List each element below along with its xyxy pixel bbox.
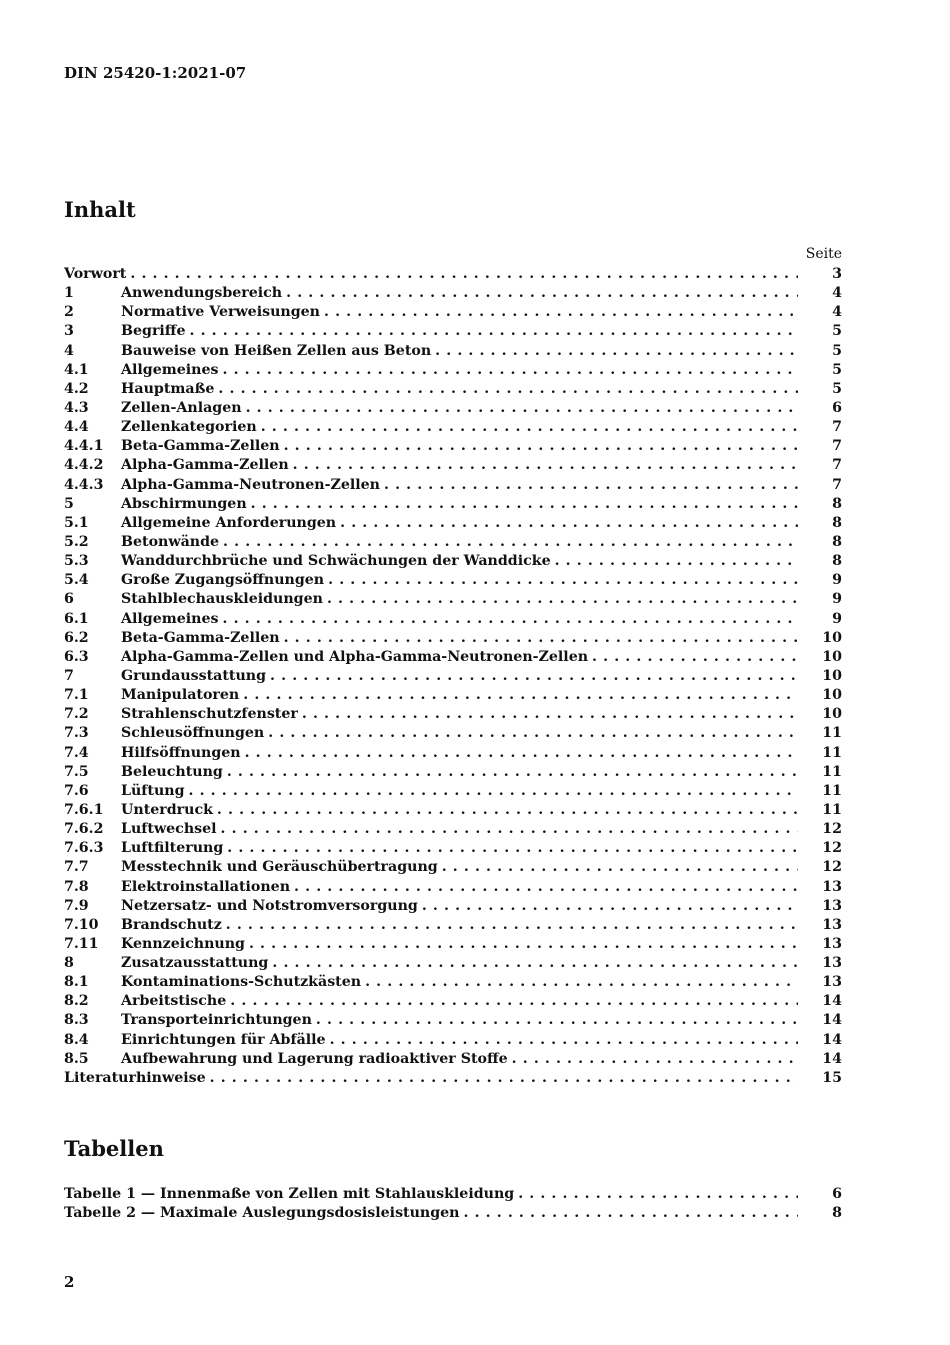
dot-leader xyxy=(328,571,798,590)
toc-entry-title: Zellenkategorien xyxy=(121,419,257,436)
toc-entry[interactable] xyxy=(64,801,842,820)
toc-entry-title: Alpha-Gamma-Zellen und Alpha-Gamma-Neutronen-Zellen xyxy=(121,648,589,665)
toc-entry[interactable] xyxy=(64,1031,842,1050)
toc-entry-number: 8.4 xyxy=(64,1031,89,1048)
toc-entry[interactable] xyxy=(64,399,842,418)
toc-entry-title: Stahlblechauskleidungen xyxy=(121,591,323,608)
toc-entry-page: 5 xyxy=(832,323,842,340)
toc-entry-title: Allgemeine Anforderungen xyxy=(121,514,337,531)
toc-entry-page: 13 xyxy=(822,955,842,972)
dot-leader xyxy=(268,724,798,743)
toc-entry-title: Strahlenschutzfenster xyxy=(121,706,298,723)
dot-leader xyxy=(227,839,798,858)
toc-entry-page: 11 xyxy=(822,782,842,799)
toc-entry-title: Unterdruck xyxy=(121,801,213,818)
dot-leader xyxy=(294,878,798,897)
toc-entry[interactable] xyxy=(64,552,842,571)
toc-entry-number: 5.3 xyxy=(64,553,89,570)
dot-leader xyxy=(226,916,798,935)
dot-leader xyxy=(210,1069,798,1088)
toc-entry-number: 6.3 xyxy=(64,648,89,665)
dot-leader xyxy=(223,361,799,380)
toc-entry[interactable] xyxy=(64,476,842,495)
toc-entry[interactable] xyxy=(64,954,842,973)
toc-entry-page: 10 xyxy=(822,706,842,723)
toc-entry-title: Normative Verweisungen xyxy=(121,304,320,321)
toc-entry-page: 10 xyxy=(822,648,842,665)
toc-entry-title: Begriffe xyxy=(121,323,186,340)
dot-leader xyxy=(435,342,798,361)
toc-entry-title: Zellen-Anlagen xyxy=(121,399,242,416)
toc-entry-page: 4 xyxy=(832,304,842,321)
toc-entry-page: 5 xyxy=(832,342,842,359)
toc-entry[interactable] xyxy=(64,1069,842,1088)
toc-entry-number: 7.3 xyxy=(64,725,89,742)
toc-entry[interactable] xyxy=(64,935,842,954)
toc-entry[interactable] xyxy=(64,342,842,361)
toc-entry-title: Luftfilterung xyxy=(121,840,224,857)
toc-entry-page: 14 xyxy=(822,1031,842,1048)
tables-heading: Tabellen xyxy=(64,1136,164,1161)
dot-leader xyxy=(330,1031,798,1050)
dot-leader xyxy=(189,782,799,801)
toc-entry-title: Literaturhinweise xyxy=(64,1069,206,1086)
toc-entry-title: Arbeitstische xyxy=(121,993,227,1010)
toc-entry[interactable] xyxy=(64,878,842,897)
toc-entry[interactable] xyxy=(64,1185,842,1204)
dot-leader xyxy=(246,399,798,418)
toc-entry-title: Betonwände xyxy=(121,533,220,550)
toc-entry[interactable] xyxy=(64,629,842,648)
toc-entry-page: 8 xyxy=(832,1205,842,1222)
toc-entry-number: 8 xyxy=(64,955,74,972)
dot-leader xyxy=(518,1185,798,1204)
toc-entry-page: 14 xyxy=(822,993,842,1010)
toc-entry-number: 7.6.1 xyxy=(64,801,104,818)
toc-entry-title: Lüftung xyxy=(121,782,185,799)
toc-entry-page: 15 xyxy=(822,1069,842,1086)
dot-leader xyxy=(223,610,799,629)
tables-list xyxy=(64,1185,842,1223)
toc-entry-page: 7 xyxy=(832,476,842,493)
toc-entry[interactable] xyxy=(64,916,842,935)
page-number: 2 xyxy=(64,1273,75,1291)
toc-entry-page: 7 xyxy=(832,457,842,474)
toc-entry[interactable] xyxy=(64,495,842,514)
toc-entry-title: Kennzeichnung xyxy=(121,935,245,952)
toc-entry-page: 8 xyxy=(832,495,842,512)
dot-leader xyxy=(293,456,798,475)
toc-entry-number: 8.3 xyxy=(64,1012,89,1029)
toc-entry-number: 7 xyxy=(64,667,74,684)
toc-entry-number: 7.6.2 xyxy=(64,821,104,838)
toc-entry-page: 10 xyxy=(822,687,842,704)
toc-entry-page: 3 xyxy=(832,266,842,282)
toc-entry-page: 13 xyxy=(822,878,842,895)
dot-leader xyxy=(227,763,798,782)
dot-leader xyxy=(327,590,798,609)
toc-entry-title: Einrichtungen für Abfälle xyxy=(121,1031,326,1048)
toc-entry[interactable] xyxy=(64,322,842,341)
toc-entry-number: 7.6 xyxy=(64,782,89,799)
toc-entry-title: Aufbewahrung und Lagerung radioaktiver Stoffe xyxy=(121,1050,508,1067)
toc-entry[interactable] xyxy=(64,265,842,284)
dot-leader xyxy=(221,820,798,839)
toc-entry-page: 8 xyxy=(832,553,842,570)
toc-entry-number: 7.7 xyxy=(64,859,89,876)
toc-entry[interactable] xyxy=(64,610,842,629)
toc-list xyxy=(64,265,842,1088)
toc-entry[interactable] xyxy=(64,992,842,1011)
toc-entry[interactable] xyxy=(64,1204,842,1223)
toc-entry[interactable] xyxy=(64,303,842,322)
dot-leader xyxy=(272,954,798,973)
toc-entry-title: Große Zugangsöffnungen xyxy=(121,572,325,589)
toc-heading: Inhalt xyxy=(64,197,136,222)
dot-leader xyxy=(302,705,798,724)
toc-entry[interactable] xyxy=(64,839,842,858)
toc-entry-title: Hilfsöffnungen xyxy=(121,744,241,761)
dot-leader xyxy=(243,686,798,705)
toc-entry-page: 5 xyxy=(832,380,842,397)
toc-entry-title: Abschirmungen xyxy=(121,495,247,512)
toc-entry-number: 5.4 xyxy=(64,572,89,589)
toc-entry[interactable] xyxy=(64,514,842,533)
toc-entry-page: 11 xyxy=(822,801,842,818)
toc-entry-page: 10 xyxy=(822,667,842,684)
toc-entry-number: 7.1 xyxy=(64,687,89,704)
toc-entry-page: 7 xyxy=(832,419,842,436)
toc-entry-number: 7.10 xyxy=(64,916,99,933)
toc-entry-number: 7.8 xyxy=(64,878,89,895)
toc-entry-page: 6 xyxy=(832,1186,842,1202)
dot-leader xyxy=(284,629,798,648)
dot-leader xyxy=(284,437,798,456)
toc-entry-page: 14 xyxy=(822,1050,842,1067)
toc-entry-title: Bauweise von Heißen Zellen aus Beton xyxy=(121,342,432,359)
toc-entry-page: 4 xyxy=(832,285,842,302)
toc-entry-title: Beta-Gamma-Zellen xyxy=(121,629,280,646)
toc-entry-number: 7.11 xyxy=(64,935,99,952)
toc-entry[interactable] xyxy=(64,571,842,590)
toc-entry-number: 5.2 xyxy=(64,533,89,550)
toc-entry[interactable] xyxy=(64,590,842,609)
toc-entry[interactable] xyxy=(64,897,842,916)
toc-entry-page: 13 xyxy=(822,974,842,991)
toc-entry[interactable] xyxy=(64,782,842,801)
toc-entry-number: 4.4.1 xyxy=(64,438,104,455)
toc-entry-page: 13 xyxy=(822,897,842,914)
toc-entry-title: Schleusöffnungen xyxy=(121,725,265,742)
toc-entry-page: 9 xyxy=(832,610,842,627)
toc-entry[interactable] xyxy=(64,705,842,724)
toc-entry-number: 7.9 xyxy=(64,897,89,914)
toc-entry[interactable] xyxy=(64,820,842,839)
toc-entry-page: 7 xyxy=(832,438,842,455)
toc-entry-page: 13 xyxy=(822,935,842,952)
toc-entry-page: 12 xyxy=(822,821,842,838)
dot-leader xyxy=(286,284,798,303)
toc-entry-title: Wanddurchbrüche und Schwächungen der Wanddicke xyxy=(121,553,551,570)
toc-entry[interactable] xyxy=(64,763,842,782)
toc-entry-title: Alpha-Gamma-Zellen xyxy=(121,457,289,474)
toc-entry-number: 8.2 xyxy=(64,993,89,1010)
toc-entry-number: 1 xyxy=(64,285,74,302)
toc-entry-title: Manipulatoren xyxy=(121,687,240,704)
toc-entry-number: 7.2 xyxy=(64,706,89,723)
dot-leader xyxy=(217,801,798,820)
toc-entry-number: 2 xyxy=(64,304,74,321)
toc-entry-number: 3 xyxy=(64,323,74,340)
dot-leader xyxy=(422,897,798,916)
toc-entry-number: 4.2 xyxy=(64,380,89,397)
page-column-label: Seite xyxy=(805,246,842,262)
dot-leader xyxy=(261,418,798,437)
toc-entry-number: 6.2 xyxy=(64,629,89,646)
toc-entry[interactable] xyxy=(64,648,842,667)
toc-entry-page: 9 xyxy=(832,572,842,589)
dot-leader xyxy=(316,1011,798,1030)
toc-entry-page: 9 xyxy=(832,591,842,608)
toc-entry-page: 14 xyxy=(822,1012,842,1029)
toc-entry-title: Beleuchtung xyxy=(121,763,223,780)
toc-entry-title: Kontaminations-Schutzkästen xyxy=(121,974,362,991)
toc-entry-number: 4 xyxy=(64,342,74,359)
dot-leader xyxy=(251,495,798,514)
toc-entry-number: 4.4.2 xyxy=(64,457,104,474)
toc-entry-title: Allgemeines xyxy=(121,610,219,627)
dot-leader xyxy=(592,648,798,667)
dot-leader xyxy=(223,533,798,552)
toc-entry-page: 8 xyxy=(832,514,842,531)
toc-entry[interactable] xyxy=(64,1050,842,1069)
toc-entry-number: 8.5 xyxy=(64,1050,89,1067)
toc-entry-page: 13 xyxy=(822,916,842,933)
toc-entry-number: 5.1 xyxy=(64,514,89,531)
toc-entry-title: Transporteinrichtungen xyxy=(121,1012,312,1029)
toc-entry-title: Tabelle 1 — Innenmaße von Zellen mit Stahlauskleidung xyxy=(64,1186,515,1202)
dot-leader xyxy=(512,1050,798,1069)
toc-entry-number: 4.3 xyxy=(64,399,89,416)
toc-entry-page: 11 xyxy=(822,763,842,780)
toc-entry-number: 7.6.3 xyxy=(64,840,104,857)
toc-entry[interactable] xyxy=(64,533,842,552)
dot-leader xyxy=(249,935,798,954)
toc-entry-page: 5 xyxy=(832,361,842,378)
toc-entry-page: 11 xyxy=(822,744,842,761)
toc-entry-number: 5 xyxy=(64,495,74,512)
dot-leader xyxy=(270,667,798,686)
toc-entry-number: 4.4.3 xyxy=(64,476,104,493)
toc-entry-page: 6 xyxy=(832,399,842,416)
dot-leader xyxy=(230,992,798,1011)
toc-entry[interactable] xyxy=(64,667,842,686)
toc-entry[interactable] xyxy=(64,744,842,763)
toc-entry-title: Tabelle 2 — Maximale Auslegungsdosisleistungen xyxy=(64,1205,460,1222)
toc-entry-title: Vorwort xyxy=(64,266,127,282)
toc-entry-title: Netzersatz- und Notstromversorgung xyxy=(121,897,418,914)
toc-entry[interactable] xyxy=(64,686,842,705)
toc-entry-title: Hauptmaße xyxy=(121,380,215,397)
toc-entry[interactable] xyxy=(64,456,842,475)
toc-entry-title: Allgemeines xyxy=(121,361,219,378)
toc-entry[interactable] xyxy=(64,380,842,399)
toc-entry-number: 6 xyxy=(64,591,74,608)
toc-entry-page: 11 xyxy=(822,725,842,742)
toc-entry-number: 4.4 xyxy=(64,419,89,436)
toc-entry-page: 12 xyxy=(822,840,842,857)
toc-entry-title: Brandschutz xyxy=(121,916,222,933)
toc-entry[interactable] xyxy=(64,724,842,743)
toc-entry-page: 10 xyxy=(822,629,842,646)
dot-leader xyxy=(324,303,798,322)
toc-entry-number: 6.1 xyxy=(64,610,89,627)
dot-leader xyxy=(130,265,798,284)
dot-leader xyxy=(365,973,798,992)
dot-leader xyxy=(340,514,798,533)
toc-entry-title: Beta-Gamma-Zellen xyxy=(121,438,280,455)
toc-entry-title: Elektroinstallationen xyxy=(121,878,291,895)
toc-entry-page: 8 xyxy=(832,533,842,550)
toc-entry-number: 4.1 xyxy=(64,361,89,378)
toc-entry-number: 7.5 xyxy=(64,763,89,780)
toc-entry[interactable] xyxy=(64,858,842,877)
toc-entry[interactable] xyxy=(64,973,842,992)
dot-leader xyxy=(555,552,798,571)
toc-entry[interactable] xyxy=(64,361,842,380)
document-id: DIN 25420-1:2021-07 xyxy=(64,64,247,82)
toc-entry-title: Luftwechsel xyxy=(121,821,217,838)
dot-leader xyxy=(245,744,798,763)
toc-entry-title: Grundausstattung xyxy=(121,667,267,684)
dot-leader xyxy=(189,322,798,341)
dot-leader xyxy=(442,858,798,877)
dot-leader xyxy=(218,380,798,399)
toc-entry-number: 8.1 xyxy=(64,974,89,991)
dot-leader xyxy=(384,476,798,495)
toc-entry-title: Anwendungsbereich xyxy=(121,285,283,302)
toc-entry[interactable] xyxy=(64,418,842,437)
toc-entry-title: Messtechnik und Geräuschübertragung xyxy=(121,859,438,876)
toc-entry[interactable] xyxy=(64,1011,842,1030)
toc-entry[interactable] xyxy=(64,437,842,456)
dot-leader xyxy=(464,1204,799,1223)
toc-entry[interactable] xyxy=(64,284,842,303)
toc-entry-title: Zusatzausstattung xyxy=(121,955,269,972)
toc-entry-number: 7.4 xyxy=(64,744,89,761)
toc-entry-page: 12 xyxy=(822,859,842,876)
toc-entry-title: Alpha-Gamma-Neutronen-Zellen xyxy=(121,476,380,493)
